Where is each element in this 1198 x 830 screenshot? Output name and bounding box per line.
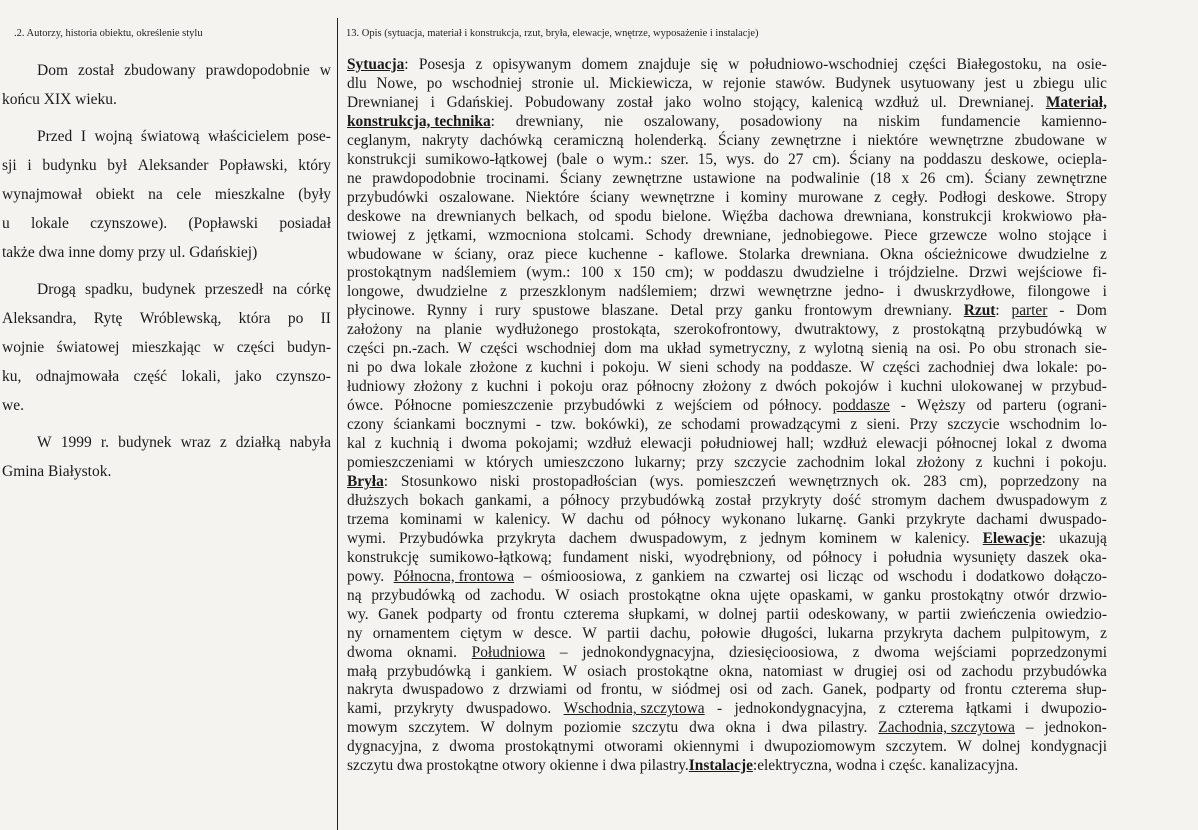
history-line: wynajmował obiekt na cele mieszkalne (były (2, 186, 331, 203)
description-line: Drewnianej i Gdańskiej. Pobudowany został jako wolno stojący, kalenicą wzdłuż ul. Drewnianej. Materiał, (347, 93, 1107, 111)
description-line: mowym szczytem. W dolnym poziomie szczytu dwa okna i dwa pilastry. Zachodnia, szczytowa – jednokon- (347, 719, 1107, 737)
description-line: czony ściankami bocznymi - tzw. bokówki), ze schodami prowadzącymi z sieni. Przy szczycie wschodnim lo- (347, 416, 1107, 434)
description-line: twiowej z jętkami, wzmocniona stolcami. Schody drewniane, jednobiegowe. Piece grzewcze wolno stojące i (347, 226, 1107, 244)
history-line: Aleksandra, Rytę Wróblewską, która po II (2, 310, 331, 327)
description-line: powy. Północna, frontowa – ośmioosiowa, z gankiem na czwartej osi licząc od wschodu i dodatkowo dołączo- (347, 567, 1107, 585)
description-text-column (347, 56, 1107, 776)
description-line: dwoma oknami. Południowa – jednokondygnacyjna, dziesięcioosiowa, z dwoma wejściami poprzedzonymi (347, 643, 1107, 661)
history-line: ku, odnajmowała część lokali, jako czynszo- (2, 368, 331, 385)
history-line: W 1999 r. budynek wraz z działką nabyła (37, 434, 331, 451)
history-line: sji i budynku był Aleksander Popławski, który (2, 157, 331, 174)
description-line: dlu Nowe, po wschodniej stronie ul. Mickiewicza, w rejonie stawów. Budynek usytuowany jest u zbiegu ulic (347, 74, 1107, 92)
description-line: założony na planie wydłużonego prostokąta, szerokofrontowy, dwutraktowy, z prostokątną przybudówką w (347, 321, 1107, 339)
column-divider (337, 18, 338, 830)
description-line: Bryła: Stosunkowo niski prostopadłościan (wys. pomieszczeń wewnętrznych ok. 283 cm), poprzedzony na (347, 472, 1107, 490)
description-line: konstrukcji sumikowo-łątkowej (bale o wym.: szer. 15, wys. do 27 cm). Ściany na poddaszu deskowe, ociepla- (347, 150, 1107, 168)
history-line: także dwa inne domy przy ul. Gdańskiej) (2, 244, 258, 261)
description-line: deskowe na drewnianych belkach, od spodu bielone. Więźba dachowa drewniana, konstrukcji krokwiowo pła- (347, 207, 1107, 225)
description-line: dłuższych bokach gankami, a północy przybudówką został przykryty dość stromym dachem dwuspadowym z (347, 491, 1107, 509)
description-line: ne prawdopodobnie trocinami. Ściany zewnętrzne ustawione na podwalinie (18 x 26 cm). Ściany zewnętrzne (347, 169, 1107, 187)
description-line: przybudówki oszalowane. Niektóre ściany wewnętrzne i kominy murowane z cegły. Podłogi deskowe. Stropy (347, 188, 1107, 206)
description-line: konstrukcja, technika: drewniany, nie oszalowany, posadowiony na niskim fundamencie kamienno- (347, 112, 1107, 130)
description-line: ceglanym, nakryty dachówką ceramiczną holenderką. Ściany zewnętrzne i niektóre wewnętrzne zbudowane w (347, 131, 1107, 149)
description-line: kal z kuchnią i dwoma pokojami; wzdłuż elewacji południowej hall; wzdłuż elewacji północnej lokal z dwoma (347, 435, 1107, 453)
description-line: ówce. Północne pomieszczenie przybudówki z wejściem od północy. poddasze - Węższy od parteru (ograni- (347, 397, 1107, 415)
description-line: ny ornamentem ciętym w desce. W partii dachu, połowie długości, lukarna przykryta dachem pulpitowym, z (347, 624, 1107, 642)
description-line: płycinowe. Rynny i rury spustowe blaszane. Detal przy ganku frontowym drewniany. Rzut: parter - Dom (347, 302, 1107, 320)
history-line: końcu XIX wieku. (2, 91, 117, 108)
right-column-header: 13. Opis (sytuacja, materiał i konstrukcja, rzut, bryła, elewacje, wnętrze, wyposażenie i instalacje) (346, 28, 759, 39)
description-line: konstrukcję sumikowo-łątkową; fundament niski, wyodrębniony, od północy i południa wysunięty daszek oka- (347, 548, 1107, 566)
description-line: małą przybudówką i gankiem. W osiach prostokątne okna, natomiast w drugiej osi od zachodu przybudówka (347, 662, 1107, 680)
history-line: Drogą spadku, budynek przeszedł na córkę (37, 281, 331, 298)
history-line: Przed I wojną światową właścicielem pose- (37, 128, 331, 145)
description-line: dygnacyjna, z dwoma prostokątnymi otworami okiennymi i dwupoziomowym szczytem. W dolnej kondygnacji (347, 738, 1107, 756)
description-line: prostokątnym nadślemiem (wym.: 100 x 150 cm); w poddaszu dwudzielne i trójdzielne. Drzwi wejściowe fi- (347, 264, 1107, 282)
description-line: kami, przykryty dwuspadowo. Wschodnia, szczytowa - jednokondygnacyjna, z czterema łątkami i dwupozio- (347, 700, 1107, 718)
description-line: Sytuacja: Posesja z opisywanym domem znajduje się w południowo-wschodniej części Białegostoku, na osie- (347, 56, 1107, 73)
description-line: trzema kominami w kalenicy. W dachu od północy wykonano lukarnę. Ganki przykryte dachami dwuspado- (347, 510, 1107, 528)
description-line: łudniowy złożony z kuchni i pokoju oraz północny złożony z dwóch pokojów i kuchni ulokowanej w przybud- (347, 378, 1107, 396)
history-line: we. (2, 397, 24, 414)
history-line: Dom został zbudowany prawdopodobnie w (37, 62, 331, 79)
history-line: wojnie światowej mieszkając w części budyn- (2, 339, 331, 356)
description-line: wy. Ganek podparty od frontu czterema słupkami, w dolnej partii odeskowany, w partii zwieńczenia owiedzio- (347, 605, 1107, 623)
description-line: wbudowane w ściany, oraz piece kuchenne - kaflowe. Stolarka drewniana. Okna ościeżnicowe dwudzielne z (347, 245, 1107, 263)
description-line: pomieszczeniami w których umieszczono lukarny; przy szczycie zachodnim lokal złożony z kuchni i pokoju. (347, 454, 1107, 472)
history-line: u lokale czynszowe). (Popławski posiadał (2, 215, 331, 232)
description-line: nakryta dwuspadowo z drzwiami od frontu, w siódmej osi od zach. Ganek, podparty od frontu czterema słup- (347, 681, 1107, 699)
description-line: szczytu dwa prostokątne otwory okienne i dwa pilastry. Instalacje: elektryczna, wodna i częśc. kanalizacyjna. (347, 757, 1019, 775)
description-line: wymi. Przybudówka przykryta dachem dwuspadowym, z jednym kominem w kalenicy. Elewacje: ukazują (347, 529, 1107, 547)
description-line: części pn.-zach. W części wschodniej dom ma układ symetryczny, z wylotną sienią na osi. Po obu stronach sie- (347, 340, 1107, 358)
description-line: longowe, dwudzielne z przeszklonym nadślemiem; drzwi wewnętrzne jedno- i dwuskrzydłowe, filongowe i (347, 283, 1107, 301)
history-text-column (0, 56, 333, 486)
history-line: Gmina Białystok. (2, 463, 112, 480)
left-column-header: .2. Autorzy, historia obiektu, określenie stylu (14, 28, 203, 39)
description-line: ną przybudówką od zachodu. W osiach prostokątne okna ujęte opaskami, w ganku prostokątny otwór drzwio- (347, 586, 1107, 604)
description-line: ni po dwa lokale złożone z kuchni i pokoju. W sieni schody na poddasze. W części zachodniej dwa lokale: po- (347, 359, 1107, 377)
